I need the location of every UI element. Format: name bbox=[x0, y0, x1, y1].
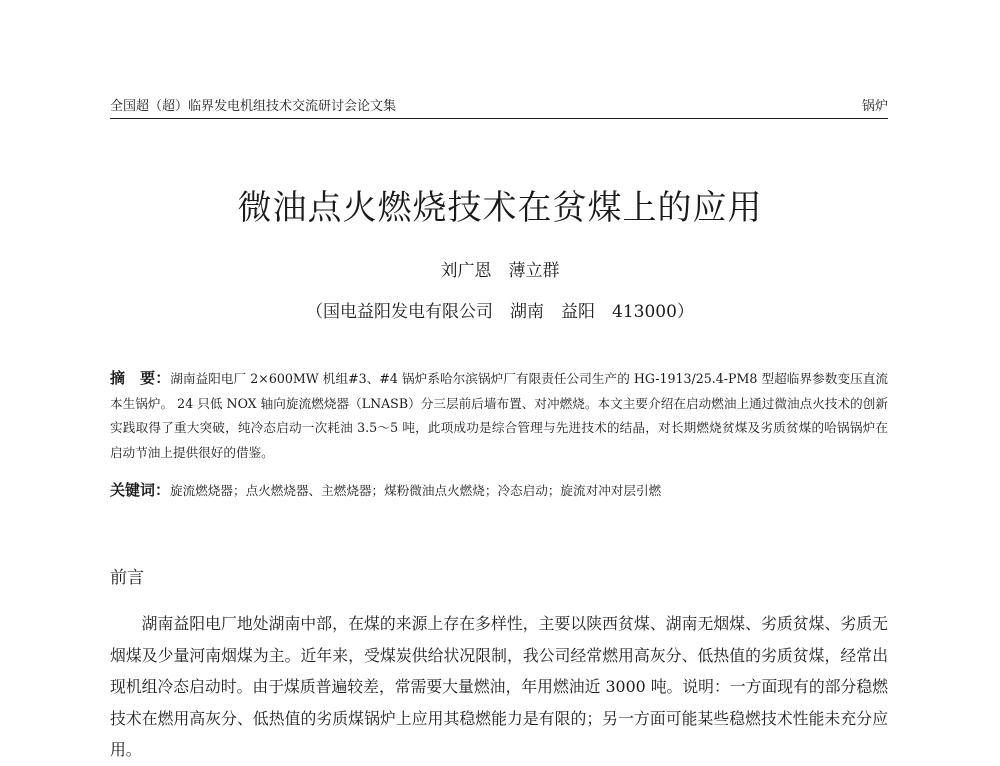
section-heading: 前言 bbox=[110, 568, 144, 588]
proceedings-title: 全国超（超）临界发电机组技术交流研讨会论文集 bbox=[110, 99, 397, 114]
paper-title: 微油点火燃烧技术在贫煤上的应用 bbox=[237, 188, 763, 228]
keywords-text: 旋流燃烧器；点火燃烧器、主燃烧器；煤粉微油点火燃烧；冷态启动；旋流对冲对层引燃 bbox=[170, 483, 662, 498]
keywords-label: 关键词： bbox=[110, 481, 171, 499]
abstract-text: 湖南益阳电厂 2×600MW 机组#3、#4 锅炉系哈尔滨锅炉厂有限责任公司生产的 HG-1913/25.4-PM8 型超临界参数变压直流本生锅炉。 24 只低 NOX 轴向旋流燃烧器（LNASB）分三层前后墙布置、对冲燃烧。本文主要介绍在启动燃油上通过微油点火技术的创新实践取得了重大突破，纯冷态启动一次耗油 3.5～5 吨，此项成功是综合管理与先进技术的结晶，对长期燃烧贫煤及劣质贫煤的哈锅锅炉在启动节油上提供很好的借鉴。 bbox=[110, 371, 888, 460]
keywords bbox=[110, 478, 888, 503]
authors: 刘广恩 薄立群 bbox=[440, 261, 560, 281]
intro-paragraph: 湖南益阳电厂地处湖南中部，在煤的来源上存在多样性，主要以陕西贫煤、湖南无烟煤、劣质贫煤、劣质无烟煤及少量河南烟煤为主。近年来，受煤炭供给状况限制，我公司经常燃用高灰分、低热值的劣质贫煤，经常出现机组冷态启动时。由于煤质普遍较差，常需要大量燃油，年用燃油近 3000 吨。说明：一方面现有的部分稳燃技术在燃用高灰分、低热值的劣质煤锅炉上应用其稳燃能力是有限的；另一方面可能某些稳燃技术性能未充分应用。 bbox=[110, 614, 888, 759]
abstract-label: 摘 要： bbox=[110, 369, 171, 387]
affiliation: （国电益阳发电有限公司 湖南 益阳 413000） bbox=[306, 302, 694, 322]
running-header bbox=[110, 99, 888, 119]
abstract bbox=[110, 366, 888, 465]
section-tag: 锅炉 bbox=[861, 99, 888, 114]
